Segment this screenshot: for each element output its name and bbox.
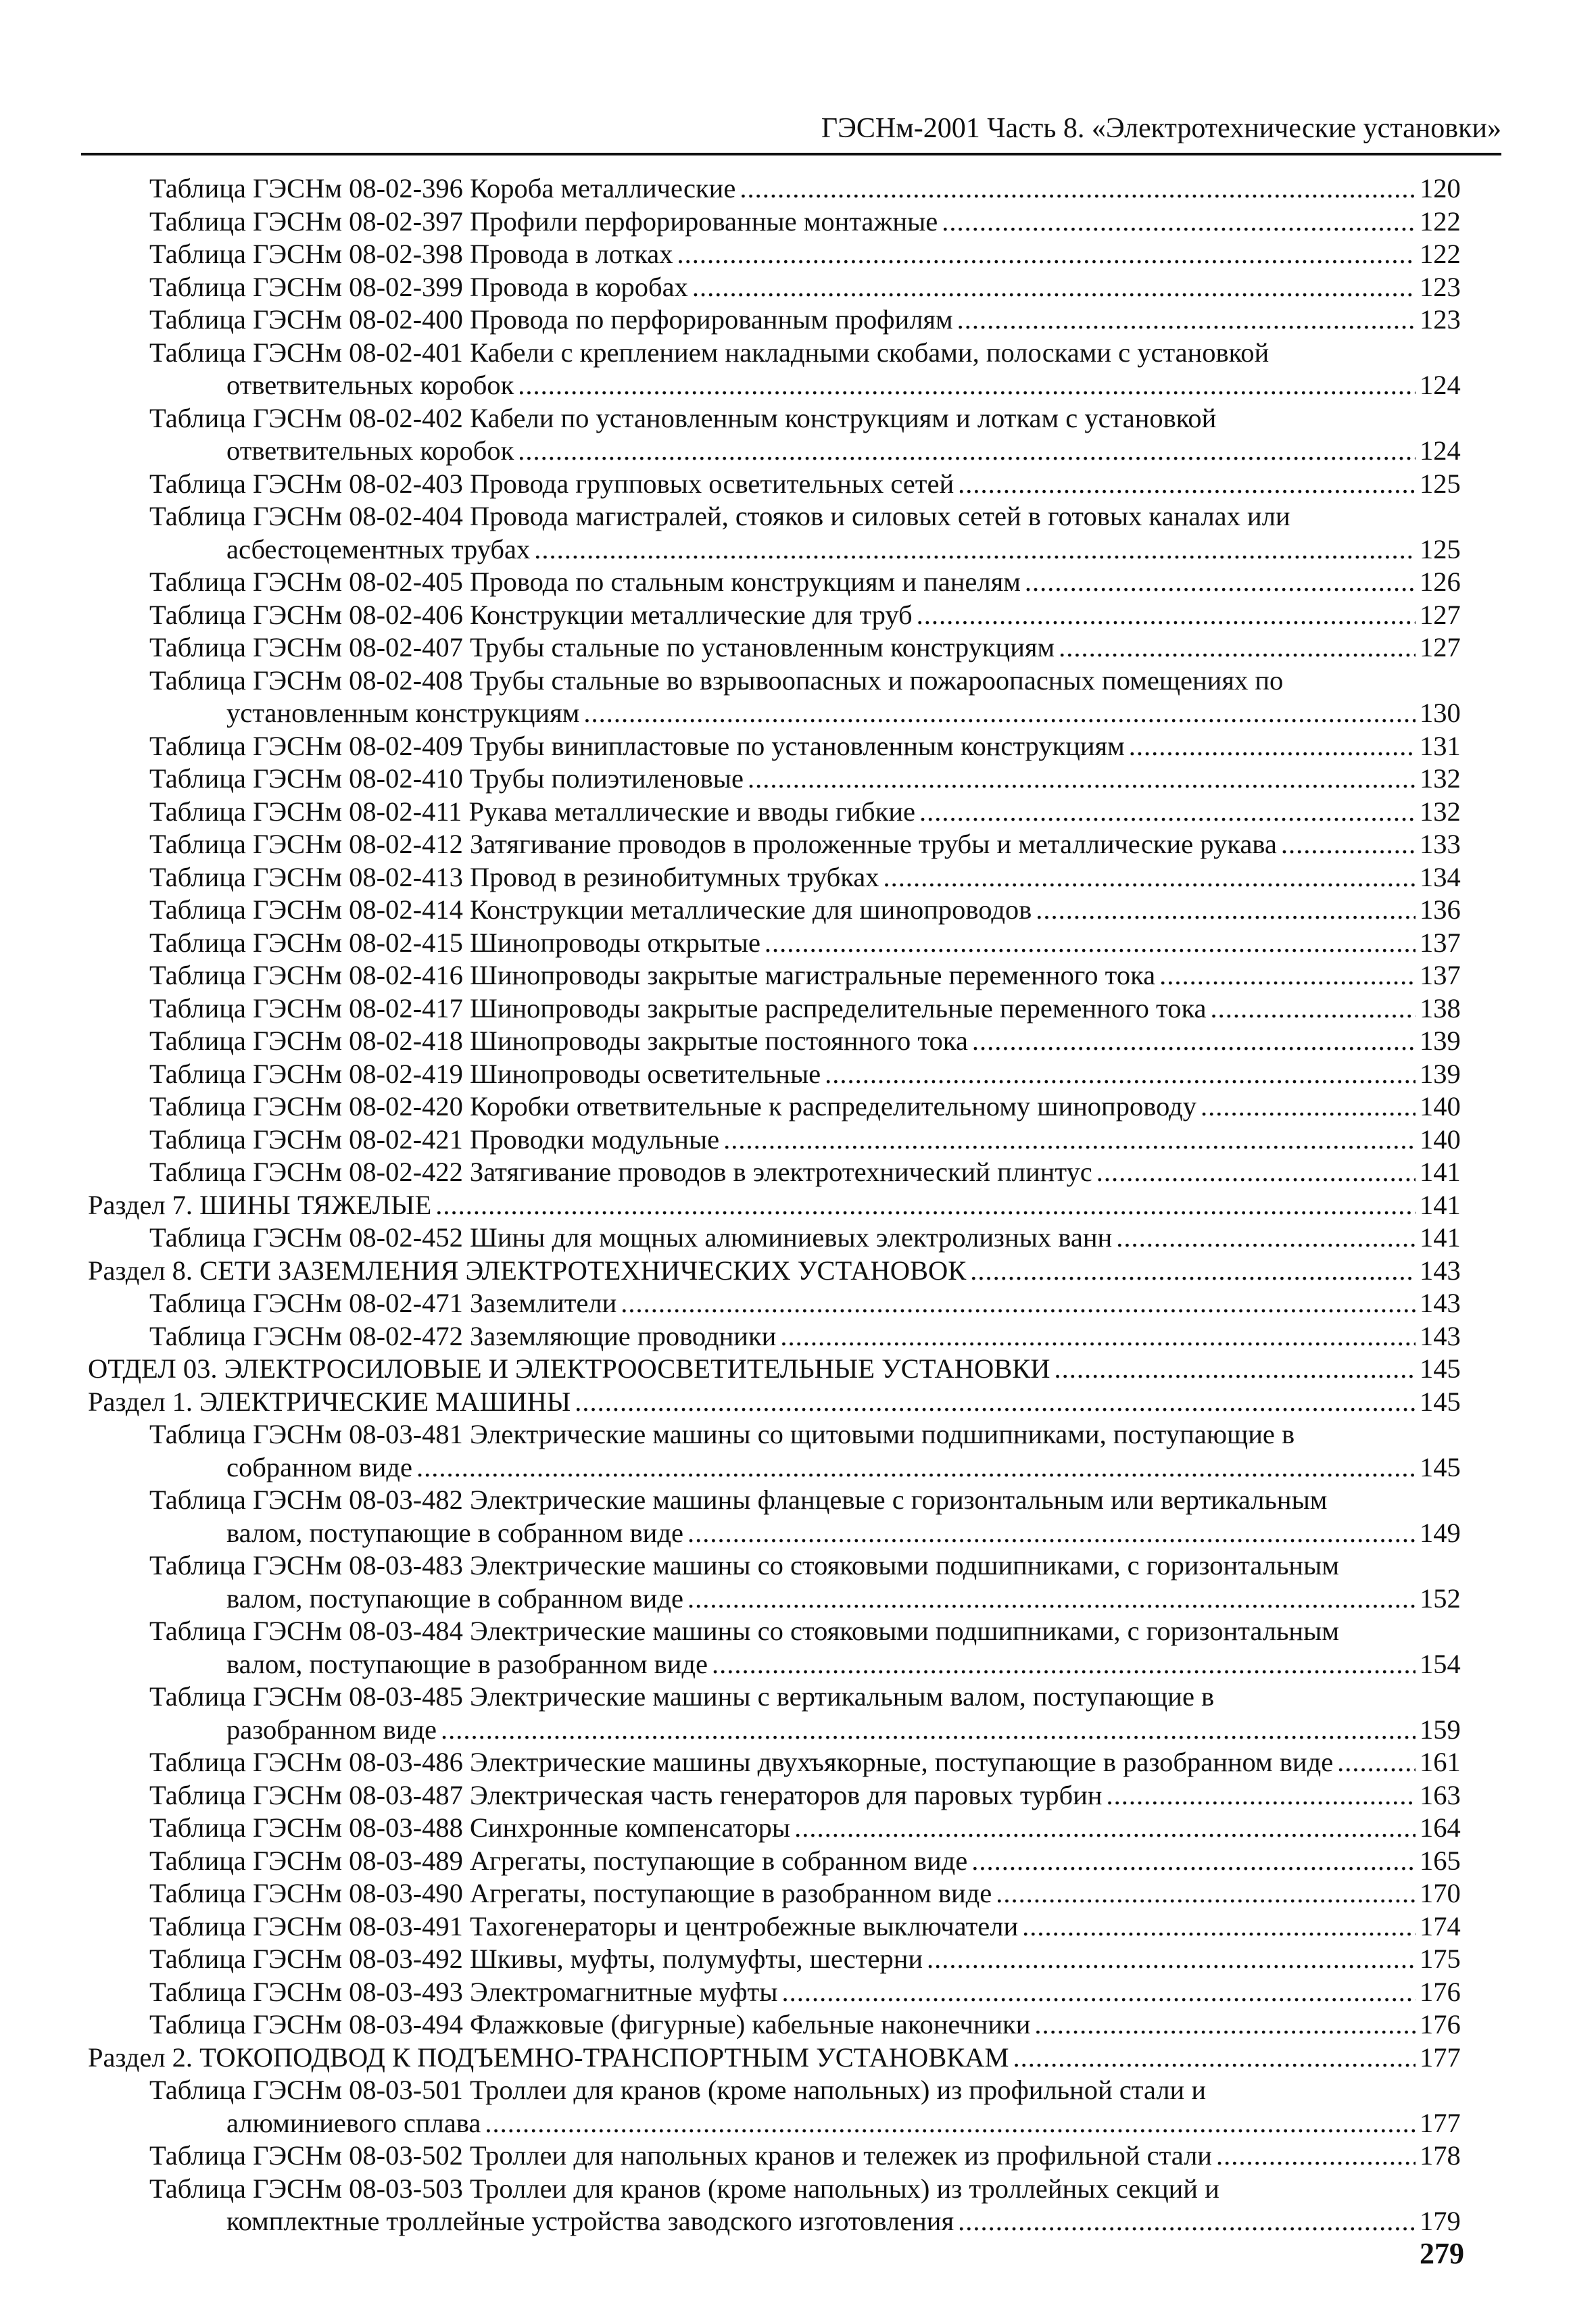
dot-leader xyxy=(971,1845,1416,1878)
toc-entry-continuation xyxy=(149,369,1467,402)
dot-leader xyxy=(1059,631,1416,665)
toc-entry[interactable] xyxy=(88,1418,1467,1484)
toc-entry-page: 122 xyxy=(1420,239,1461,269)
toc-entry-page: 138 xyxy=(1420,992,1461,1023)
dot-leader xyxy=(765,927,1416,960)
toc-entry-title: Таблица ГЭСНм 08-02-410 Трубы полиэтиленовые xyxy=(149,763,744,794)
dot-leader xyxy=(1116,1222,1416,1255)
toc-entry-title: Таблица ГЭСНм 08-02-422 Затягивание проводов в электротехнический плинтус xyxy=(149,1157,1092,1187)
toc-entry-page: 140 xyxy=(1420,1091,1461,1121)
toc-entry-page: 143 xyxy=(1420,1288,1461,1318)
toc-entry[interactable] xyxy=(88,1124,1467,1157)
toc-entry-title: Таблица ГЭСНм 08-02-408 Трубы стальные во взрывоопасных и пожароопасных помещениях по xyxy=(149,665,1284,696)
toc-entry-page: 134 xyxy=(1420,861,1461,892)
toc-entry-title: Раздел 1. ЭЛЕКТРИЧЕСКИЕ МАШИНЫ xyxy=(88,1386,571,1417)
toc-entry-continuation xyxy=(149,2107,1467,2140)
toc-section[interactable] xyxy=(88,1189,1467,1222)
toc-entry-title: Таблица ГЭСНм 08-03-494 Флажковые (фигурные) кабельные наконечники xyxy=(149,2009,1031,2040)
dot-leader xyxy=(518,369,1416,402)
toc-entry[interactable] xyxy=(88,1615,1467,1681)
toc-entry-title: Таблица ГЭСНм 08-02-401 Кабели с креплением накладными скобами, полосками с установкой xyxy=(149,337,1269,368)
dot-leader xyxy=(917,599,1416,632)
toc-entry[interactable] xyxy=(88,796,1467,829)
toc-entry[interactable] xyxy=(88,1681,1467,1746)
toc-entry[interactable] xyxy=(88,1090,1467,1124)
toc-entry-page: 178 xyxy=(1420,2140,1461,2171)
toc-entry-title-cont: собранном виде xyxy=(226,1451,413,1482)
dot-leader xyxy=(942,206,1416,239)
dot-leader xyxy=(687,1583,1416,1616)
toc-entry[interactable] xyxy=(88,763,1467,796)
toc-entry-title-cont: установленным конструкциям xyxy=(226,698,580,728)
toc-entry-title: Таблица ГЭСНм 08-02-417 Шинопроводы закрытые распределительные переменного тока xyxy=(149,992,1207,1023)
toc-entry[interactable] xyxy=(88,271,1467,304)
dot-leader xyxy=(1036,894,1416,927)
dot-leader xyxy=(518,435,1416,468)
dot-leader xyxy=(996,1877,1416,1910)
toc-entry-title-cont: асбестоцементных трубах xyxy=(226,533,531,564)
toc-entry-page: 176 xyxy=(1420,2009,1461,2040)
toc-entry-title: Таблица ГЭСНм 08-02-412 Затягивание проводов в проложенные трубы и металлические рукава xyxy=(149,829,1277,859)
dot-leader xyxy=(748,763,1416,796)
toc-entry-page: 132 xyxy=(1420,796,1461,827)
dot-leader xyxy=(687,1517,1416,1550)
toc-entry[interactable] xyxy=(88,1222,1467,1255)
dot-leader xyxy=(677,238,1416,271)
toc-entry-title: Таблица ГЭСНм 08-02-411 Рукава металлические и вводы гибкие xyxy=(149,796,915,827)
toc-entry-title-cont: ответвительных коробок xyxy=(226,370,514,400)
toc-entry[interactable] xyxy=(88,959,1467,992)
toc-entry[interactable] xyxy=(88,1812,1467,1845)
toc-entry-title: Таблица ГЭСНм 08-02-396 Короба металлические xyxy=(149,173,736,203)
toc-entry-page: 152 xyxy=(1420,1583,1461,1614)
dot-leader xyxy=(781,1976,1416,2009)
toc-entry-title: Таблица ГЭСНм 08-03-487 Электрическая часть генераторов для паровых турбин xyxy=(149,1779,1103,1810)
toc-entry-page: 149 xyxy=(1420,1517,1461,1548)
toc-entry-title-cont: разобранном виде xyxy=(226,1714,437,1745)
toc-entry-page: 174 xyxy=(1420,1910,1461,1941)
dot-leader xyxy=(1216,2140,1416,2173)
toc-entry-title: ОТДЕЛ 03. ЭЛЕКТРОСИЛОВЫЕ И ЭЛЕКТРООСВЕТИТЕЛЬНЫЕ УСТАНОВКИ xyxy=(88,1353,1050,1384)
toc-entry-title: Таблица ГЭСНм 08-03-486 Электрические машины двухъякорные, поступающие в разобранном виде xyxy=(149,1747,1334,1777)
dot-leader xyxy=(1034,2008,1416,2042)
toc-entry[interactable] xyxy=(88,599,1467,632)
dot-leader xyxy=(534,533,1416,566)
toc-entry-page: 137 xyxy=(1420,927,1461,958)
dot-leader xyxy=(1106,1779,1416,1812)
toc-entry-page: 137 xyxy=(1420,960,1461,990)
toc-entry-title: Таблица ГЭСНм 08-03-490 Агрегаты, поступающие в разобранном виде xyxy=(149,1878,992,1908)
toc-section[interactable] xyxy=(88,1255,1467,1288)
toc-entry-title: Таблица ГЭСНм 08-03-493 Электромагнитные муфты xyxy=(149,1976,778,2007)
toc-entry[interactable] xyxy=(88,304,1467,337)
toc-entry-page: 143 xyxy=(1420,1255,1461,1286)
toc-entry-title: Таблица ГЭСНм 08-03-485 Электрические машины с вертикальным валом, поступающие в xyxy=(149,1681,1215,1712)
toc-entry[interactable] xyxy=(88,1156,1467,1189)
dot-leader xyxy=(1022,1910,1416,1944)
dot-leader xyxy=(1337,1746,1416,1779)
toc-entry-title: Таблица ГЭСНм 08-03-492 Шкивы, муфты, полумуфты, шестерни xyxy=(149,1944,923,1974)
toc-entry-page: 139 xyxy=(1420,1058,1461,1089)
toc-entry[interactable] xyxy=(88,1845,1467,1878)
toc-entry-page: 124 xyxy=(1420,435,1461,466)
toc-entry-title: Таблица ГЭСНм 08-02-397 Профили перфорированные монтажные xyxy=(149,206,938,237)
dot-leader xyxy=(1159,959,1416,992)
toc-entry-page: 163 xyxy=(1420,1779,1461,1810)
dot-leader xyxy=(825,1058,1416,1091)
dot-leader xyxy=(485,2107,1416,2140)
dot-leader xyxy=(1025,566,1416,599)
toc-entry[interactable] xyxy=(88,1484,1467,1549)
toc-entry-title: Таблица ГЭСНм 08-03-489 Агрегаты, поступающие в собранном виде xyxy=(149,1845,968,1876)
toc-entry-title: Таблица ГЭСНм 08-03-484 Электрические машины со стояковыми подшипниками, с горизонтальным xyxy=(149,1616,1339,1646)
toc-entry-page: 136 xyxy=(1420,894,1461,925)
toc-entry[interactable] xyxy=(88,500,1467,566)
toc-entry-page: 124 xyxy=(1420,370,1461,400)
toc-entry[interactable] xyxy=(88,861,1467,894)
toc-entry[interactable] xyxy=(88,172,1467,206)
toc-entry-title: Таблица ГЭСНм 08-03-501 Троллеи для кранов (кроме напольных) из профильной стали и xyxy=(149,2075,1207,2105)
dot-leader xyxy=(958,2205,1416,2238)
toc-entry-page: 141 xyxy=(1420,1157,1461,1187)
dot-leader xyxy=(1055,1353,1416,1386)
toc-entry-title: Таблица ГЭСНм 08-03-483 Электрические машины со стояковыми подшипниками, с горизонтальным xyxy=(149,1550,1339,1581)
toc-entry-title: Раздел 7. ШИНЫ ТЯЖЕЛЫЕ xyxy=(88,1189,432,1220)
toc-entry-title: Таблица ГЭСНм 08-02-404 Провода магистралей, стояков и силовых сетей в готовых каналах или xyxy=(149,501,1290,531)
toc-entry-page: 159 xyxy=(1420,1714,1461,1745)
toc-entry-page: 123 xyxy=(1420,271,1461,302)
toc-entry-title: Раздел 2. ТОКОПОДВОД К ПОДЪЕМНО-ТРАНСПОРТНЫМ УСТАНОВКАМ xyxy=(88,2042,1009,2073)
toc-entry-page: 154 xyxy=(1420,1648,1461,1679)
toc-entry-title: Таблица ГЭСНм 08-02-398 Провода в лотках xyxy=(149,239,673,269)
toc-entry-title: Таблица ГЭСНм 08-02-414 Конструкции металлические для шинопроводов xyxy=(149,894,1032,925)
toc-entry-title-cont: алюминиевого сплава xyxy=(226,2107,481,2138)
dot-leader xyxy=(441,1714,1416,1747)
toc-entry-page: 143 xyxy=(1420,1320,1461,1351)
toc-entry-title-cont: валом, поступающие в разобранном виде xyxy=(226,1648,708,1679)
toc-entry[interactable] xyxy=(88,828,1467,861)
toc-entry-page: 120 xyxy=(1420,173,1461,203)
toc-entry[interactable] xyxy=(88,1025,1467,1058)
toc-entry-page: 165 xyxy=(1420,1845,1461,1876)
dot-leader xyxy=(919,796,1416,829)
toc-entry[interactable] xyxy=(88,402,1467,468)
toc-entry-page: 139 xyxy=(1420,1026,1461,1056)
toc-entry[interactable] xyxy=(88,1779,1467,1812)
toc-section[interactable] xyxy=(88,1386,1467,1419)
toc-entry-page: 145 xyxy=(1420,1386,1461,1417)
running-header: ГЭСНм-2001 Часть 8. «Электротехнические установки» xyxy=(81,108,1501,155)
toc-entry-page: 175 xyxy=(1420,1944,1461,1974)
toc-entry[interactable] xyxy=(88,1976,1467,2009)
dot-leader xyxy=(1281,828,1416,861)
toc-entry-page: 126 xyxy=(1420,566,1461,597)
toc-entry-title: Таблица ГЭСНм 08-02-472 Заземляющие проводники xyxy=(149,1320,777,1351)
toc-entry[interactable] xyxy=(88,2140,1467,2173)
toc-entry-page: 140 xyxy=(1420,1124,1461,1155)
toc-entry-title: Таблица ГЭСНм 08-02-421 Проводки модульные xyxy=(149,1124,720,1155)
toc-entry-page: 122 xyxy=(1420,206,1461,237)
toc-entry[interactable] xyxy=(88,730,1467,763)
toc-entry-page: 123 xyxy=(1420,304,1461,335)
dot-leader xyxy=(740,172,1416,206)
toc-entry[interactable] xyxy=(88,1058,1467,1091)
page-number: 279 xyxy=(1420,2237,1464,2270)
toc-entry-page: 170 xyxy=(1420,1878,1461,1908)
toc-entry-title: Таблица ГЭСНм 08-02-405 Провода по стальным конструкциям и панелям xyxy=(149,566,1021,597)
toc-entry-page: 177 xyxy=(1420,2107,1461,2138)
dot-leader xyxy=(583,697,1416,730)
toc-entry[interactable] xyxy=(88,1910,1467,1944)
toc-entry[interactable] xyxy=(88,1287,1467,1320)
toc-entry-page: 145 xyxy=(1420,1451,1461,1482)
dot-leader xyxy=(794,1812,1416,1845)
dot-leader xyxy=(416,1451,1416,1485)
toc-entry-title: Таблица ГЭСНм 08-03-491 Тахогенераторы и центробежные выключатели xyxy=(149,1910,1019,1941)
toc-entry-title: Таблица ГЭСНм 08-02-419 Шинопроводы осветительные xyxy=(149,1058,821,1089)
dot-leader xyxy=(957,304,1416,337)
toc-entry-title-cont: валом, поступающие в собранном виде xyxy=(226,1583,683,1614)
toc-entry[interactable] xyxy=(88,631,1467,665)
toc-entry-page: 161 xyxy=(1420,1747,1461,1777)
toc-section[interactable] xyxy=(88,2042,1467,2075)
dot-leader xyxy=(1129,730,1416,763)
toc-entry-title: Таблица ГЭСНм 08-02-399 Провода в коробах xyxy=(149,271,688,302)
toc-entry[interactable] xyxy=(88,2074,1467,2140)
dot-leader xyxy=(780,1320,1416,1353)
toc-entry-page: 145 xyxy=(1420,1353,1461,1384)
toc-section[interactable] xyxy=(88,1353,1467,1386)
toc-entry[interactable] xyxy=(88,1943,1467,1976)
toc-entry-title: Таблица ГЭСНм 08-03-481 Электрические машины со щитовыми подшипниками, поступающие в xyxy=(149,1419,1295,1449)
toc-entry-page: 179 xyxy=(1420,2206,1461,2236)
dot-leader xyxy=(884,861,1416,894)
dot-leader xyxy=(1201,1090,1416,1124)
toc-entry[interactable] xyxy=(88,206,1467,239)
toc-entry-title: Таблица ГЭСНм 08-02-403 Провода групповых осветительных сетей xyxy=(149,468,954,499)
toc-entry-title: Таблица ГЭСНм 08-02-400 Провода по перфорированным профилям xyxy=(149,304,953,335)
toc-entry[interactable] xyxy=(88,468,1467,501)
toc-entry-title: Таблица ГЭСНм 08-02-402 Кабели по установленным конструкциям и лоткам с установкой xyxy=(149,402,1217,433)
toc-entry-page: 127 xyxy=(1420,632,1461,662)
toc-entry-continuation xyxy=(149,435,1467,468)
toc-entry-title: Таблица ГЭСНм 08-03-503 Троллеи для кранов (кроме напольных) из троллейных секций и xyxy=(149,2173,1219,2204)
toc-entry-page: 127 xyxy=(1420,599,1461,630)
toc-entry[interactable] xyxy=(88,238,1467,271)
toc-entry-title-cont: ответвительных коробок xyxy=(226,435,514,466)
toc-entry[interactable] xyxy=(88,337,1467,402)
toc-entry-title: Таблица ГЭСНм 08-02-406 Конструкции металлические для труб xyxy=(149,599,913,630)
toc-entry[interactable] xyxy=(88,1746,1467,1779)
dot-leader xyxy=(1096,1156,1416,1189)
toc-entry-page: 130 xyxy=(1420,698,1461,728)
toc-entry[interactable] xyxy=(88,1320,1467,1353)
toc-entry-title: Таблица ГЭСНм 08-03-482 Электрические машины фланцевые с горизонтальным или вертикальным xyxy=(149,1485,1328,1515)
toc-entry[interactable] xyxy=(88,1549,1467,1615)
toc-entry-continuation xyxy=(149,1583,1467,1616)
toc-entry-page: 141 xyxy=(1420,1189,1461,1220)
dot-leader xyxy=(435,1189,1416,1222)
toc-entry-title: Таблица ГЭСНм 08-02-418 Шинопроводы закрытые постоянного тока xyxy=(149,1026,968,1056)
toc-entry-title: Таблица ГЭСНм 08-02-416 Шинопроводы закрытые магистральные переменного тока xyxy=(149,960,1156,990)
toc-entry-title: Таблица ГЭСНм 08-02-413 Провод в резинобитумных трубках xyxy=(149,861,879,892)
toc-entry-continuation xyxy=(149,2205,1467,2238)
dot-leader xyxy=(575,1386,1416,1419)
toc-entry-page: 177 xyxy=(1420,2042,1461,2073)
dot-leader xyxy=(692,271,1416,304)
toc-entry-continuation xyxy=(149,1451,1467,1485)
toc-entry-title-cont: валом, поступающие в собранном виде xyxy=(226,1517,683,1548)
toc-entry-title: Таблица ГЭСНм 08-02-409 Трубы винипластовые по установленным конструкциям xyxy=(149,730,1125,761)
toc-entry[interactable] xyxy=(88,992,1467,1026)
toc-entry-page: 131 xyxy=(1420,730,1461,761)
toc-entry-page: 132 xyxy=(1420,763,1461,794)
toc-entry[interactable] xyxy=(88,566,1467,599)
toc-entry-title: Таблица ГЭСНм 08-03-488 Синхронные компенсаторы xyxy=(149,1812,791,1843)
toc-entry-continuation xyxy=(149,533,1467,566)
dot-leader xyxy=(972,1025,1416,1058)
dot-leader xyxy=(712,1648,1416,1681)
toc-entry-continuation xyxy=(149,1648,1467,1681)
toc-entry-title: Таблица ГЭСНм 08-02-407 Трубы стальные по установленным конструкциям xyxy=(149,632,1055,662)
toc-entry[interactable] xyxy=(88,665,1467,730)
toc-entry-continuation xyxy=(149,1714,1467,1747)
dot-leader xyxy=(927,1943,1416,1976)
dot-leader xyxy=(621,1287,1416,1320)
dot-leader xyxy=(958,468,1416,501)
toc-entry[interactable] xyxy=(88,2008,1467,2042)
toc-entry-page: 141 xyxy=(1420,1222,1461,1253)
toc-entry-title: Раздел 8. СЕТИ ЗАЗЕМЛЕНИЯ ЭЛЕКТРОТЕХНИЧЕСКИХ УСТАНОВОК xyxy=(88,1255,967,1286)
toc-entry-page: 125 xyxy=(1420,468,1461,499)
toc-entry-page: 125 xyxy=(1420,533,1461,564)
toc-entry-page: 164 xyxy=(1420,1812,1461,1843)
dot-leader xyxy=(970,1255,1416,1288)
table-of-contents xyxy=(88,172,1467,2238)
toc-entry-page: 133 xyxy=(1420,829,1461,859)
toc-entry-title: Таблица ГЭСНм 08-03-502 Троллеи для напольных кранов и тележек из профильной стали xyxy=(149,2140,1212,2171)
toc-entry-title-cont: комплектные троллейные устройства заводского изготовления xyxy=(226,2206,954,2236)
toc-entry[interactable] xyxy=(88,2173,1467,2238)
toc-entry-page: 176 xyxy=(1420,1976,1461,2007)
toc-entry-title: Таблица ГЭСНм 08-02-471 Заземлители xyxy=(149,1288,617,1318)
dot-leader xyxy=(1013,2042,1416,2075)
toc-entry[interactable] xyxy=(88,894,1467,927)
dot-leader xyxy=(723,1124,1416,1157)
toc-entry-continuation xyxy=(149,1517,1467,1550)
toc-entry-continuation xyxy=(149,697,1467,730)
toc-entry-title: Таблица ГЭСНм 08-02-420 Коробки ответвительные к распределительному шинопроводу xyxy=(149,1091,1197,1121)
toc-entry[interactable] xyxy=(88,927,1467,960)
toc-entry[interactable] xyxy=(88,1877,1467,1910)
dot-leader xyxy=(1210,992,1416,1026)
toc-entry-title: Таблица ГЭСНм 08-02-415 Шинопроводы открытые xyxy=(149,927,760,958)
toc-entry-title: Таблица ГЭСНм 08-02-452 Шины для мощных алюминиевых электролизных ванн xyxy=(149,1222,1113,1253)
